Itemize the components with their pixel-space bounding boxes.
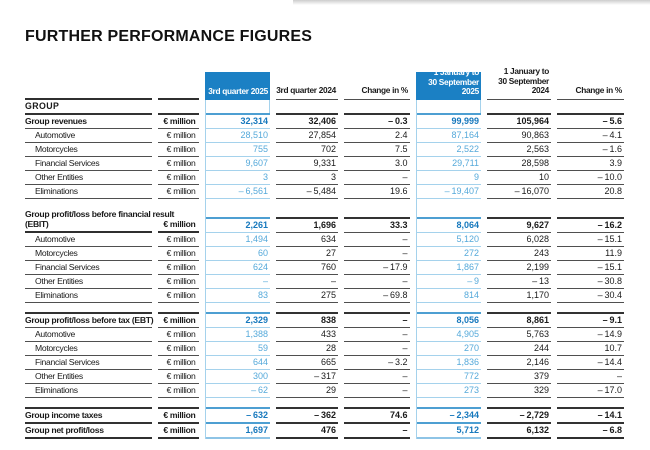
cell-value: 99,999 <box>416 113 487 129</box>
cell-value: 273 <box>416 384 487 398</box>
table-row-group-net-profit-loss <box>25 422 630 439</box>
header-unit-spacer <box>158 67 205 100</box>
spacer-cell <box>158 199 205 208</box>
cell-value: – 362 <box>276 407 344 422</box>
cell-value: – 4.1 <box>557 129 630 143</box>
cell-value: 28,598 <box>487 157 557 171</box>
row-unit: € million <box>158 328 205 342</box>
cell-value: 59 <box>205 342 276 356</box>
spacer-cell <box>158 303 205 312</box>
spacer-cell <box>276 199 344 208</box>
cell-value: 244 <box>487 342 557 356</box>
row-unit: € million <box>158 247 205 261</box>
cell-value: – <box>344 384 416 398</box>
cell-value: 6,132 <box>487 422 557 439</box>
cell-value: 1,867 <box>416 261 487 275</box>
cell-value: 3 <box>205 171 276 185</box>
table-row-automotive <box>25 129 630 143</box>
row-label: Financial Services <box>25 157 158 171</box>
row-unit: € million <box>158 143 205 157</box>
cell-value: 5,120 <box>416 233 487 247</box>
row-label: Eliminations <box>25 289 158 303</box>
row-label: Financial Services <box>25 261 158 275</box>
cell-value: – 2,344 <box>416 407 487 422</box>
cell-value: 3 <box>276 171 344 185</box>
cell-value: – <box>344 370 416 384</box>
row-label: Group income taxes <box>25 407 158 422</box>
table-header-row <box>25 67 630 100</box>
cell-value: 28 <box>276 342 344 356</box>
spacer-cell <box>416 303 487 312</box>
row-label: Group profit/loss before financial result (EBIT) <box>25 208 158 233</box>
header-3rd-quarter-2024: 3rd quarter 2024 <box>276 67 344 100</box>
table-row-eliminations <box>25 289 630 303</box>
cell-value: – 2,729 <box>487 407 557 422</box>
cell-value: 644 <box>205 356 276 370</box>
cell-value: – 6,561 <box>205 185 276 199</box>
cell-value: – 14.4 <box>557 356 630 370</box>
row-label: Automotive <box>25 129 158 143</box>
table-row-spacer <box>25 303 630 312</box>
cell-value: 9,627 <box>487 208 557 233</box>
cell-value: 20.8 <box>557 185 630 199</box>
cell-value: – <box>557 370 630 384</box>
cell-value: – 14.1 <box>557 407 630 422</box>
table-row-group-profit-loss-before-tax-ebt <box>25 312 630 328</box>
cell-value: – 15.1 <box>557 261 630 275</box>
cell-value: 1,696 <box>276 208 344 233</box>
cell-value: 5,763 <box>487 328 557 342</box>
header-3rd-quarter-2025 <box>205 67 276 100</box>
cell-value: – 17.0 <box>557 384 630 398</box>
table-row-other-entities <box>25 171 630 185</box>
header-change-9months: Change in % <box>557 67 630 100</box>
row-label: Automotive <box>25 233 158 247</box>
spacer-cell <box>557 303 630 312</box>
table-row-other-entities <box>25 275 630 289</box>
row-label: GROUP <box>25 100 60 111</box>
cell-value <box>487 100 557 113</box>
spacer-cell <box>344 199 416 208</box>
row-label: Other Entities <box>25 370 158 384</box>
cell-value: – <box>344 342 416 356</box>
cell-value: 3.0 <box>344 157 416 171</box>
cell-value: 10.7 <box>557 342 630 356</box>
header-9months-2024: 1 January to 30 September 2024 <box>487 67 557 100</box>
cell-value: 2,261 <box>205 208 276 233</box>
row-unit: € million <box>158 342 205 356</box>
cell-value: 433 <box>276 328 344 342</box>
table-row-group-profit-loss-before-financial-result <box>25 208 630 233</box>
row-unit: € million <box>158 407 205 422</box>
row-unit: € million <box>158 171 205 185</box>
table-row-group-revenues <box>25 113 630 129</box>
row-label: Motorcycles <box>25 342 158 356</box>
cell-value: 2,146 <box>487 356 557 370</box>
spacer-cell <box>25 303 158 312</box>
cell-value: 755 <box>205 143 276 157</box>
cell-value: – 3.2 <box>344 356 416 370</box>
cell-value: – 30.8 <box>557 275 630 289</box>
cell-value: – 5.6 <box>557 113 630 129</box>
row-label: Other Entities <box>25 275 158 289</box>
cell-value: 1,388 <box>205 328 276 342</box>
cell-value: 32,406 <box>276 113 344 129</box>
cell-value: – <box>344 233 416 247</box>
table-row-group-income-taxes <box>25 407 630 422</box>
cell-value: 702 <box>276 143 344 157</box>
cell-value: 275 <box>276 289 344 303</box>
table-row-automotive <box>25 233 630 247</box>
row-unit: € million <box>158 233 205 247</box>
spacer-cell <box>557 199 630 208</box>
spacer-cell <box>205 199 276 208</box>
row-unit: € million <box>158 356 205 370</box>
table-row-group <box>25 100 630 113</box>
cell-value: – <box>205 275 276 289</box>
cell-value: 9,331 <box>276 157 344 171</box>
row-unit: € million <box>158 370 205 384</box>
cell-value: 9,607 <box>205 157 276 171</box>
cell-value: 8,056 <box>416 312 487 328</box>
cell-value: 1,494 <box>205 233 276 247</box>
row-label: Group profit/loss before tax (EBT) <box>25 312 158 328</box>
cell-value <box>344 100 416 113</box>
row-unit: € million <box>158 208 205 233</box>
cell-value <box>416 100 487 113</box>
cell-value: 28,510 <box>205 129 276 143</box>
cell-value: 1,170 <box>487 289 557 303</box>
table-row-spacer <box>25 398 630 407</box>
cell-value: – <box>344 328 416 342</box>
cell-value: 772 <box>416 370 487 384</box>
header-9months-2025 <box>416 67 487 100</box>
table-row-financial-services <box>25 261 630 275</box>
cell-value: 2,329 <box>205 312 276 328</box>
cell-value: – <box>344 171 416 185</box>
cell-value: – 6.8 <box>557 422 630 439</box>
spacer-cell <box>487 303 557 312</box>
page-title: FURTHER PERFORMANCE FIGURES <box>25 28 313 45</box>
cell-value: 634 <box>276 233 344 247</box>
row-unit: € million <box>158 275 205 289</box>
table-row-spacer <box>25 199 630 208</box>
row-label: Motorcycles <box>25 247 158 261</box>
table-row-motorcycles <box>25 342 630 356</box>
cell-value: 4,905 <box>416 328 487 342</box>
cell-value: – <box>344 312 416 328</box>
cell-value: – 14.9 <box>557 328 630 342</box>
row-label: Automotive <box>25 328 158 342</box>
table-row-motorcycles <box>25 247 630 261</box>
table-row-motorcycles <box>25 143 630 157</box>
cell-value: – 69.8 <box>344 289 416 303</box>
spacer-cell <box>25 199 158 208</box>
table-row-automotive <box>25 328 630 342</box>
cell-value: 6,028 <box>487 233 557 247</box>
cell-value: 270 <box>416 342 487 356</box>
cell-value: – 17.9 <box>344 261 416 275</box>
cell-value: 814 <box>416 289 487 303</box>
cell-value <box>276 100 344 113</box>
cell-value: – 9 <box>416 275 487 289</box>
cell-value: 87,164 <box>416 129 487 143</box>
spacer-cell <box>205 398 276 407</box>
cell-value: 9 <box>416 171 487 185</box>
cell-value: 8,861 <box>487 312 557 328</box>
spacer-cell <box>276 303 344 312</box>
cell-value: 90,863 <box>487 129 557 143</box>
cell-value: 7.5 <box>344 143 416 157</box>
cell-value: 272 <box>416 247 487 261</box>
row-unit: € million <box>158 261 205 275</box>
cell-value: – <box>344 275 416 289</box>
cell-value: 29,711 <box>416 157 487 171</box>
row-label: Group revenues <box>25 113 158 129</box>
row-unit: € million <box>158 157 205 171</box>
highlight-header-box: 3rd quarter 2025 <box>205 72 270 100</box>
spacer-cell <box>276 398 344 407</box>
spacer-cell <box>205 303 276 312</box>
cell-value: – <box>276 275 344 289</box>
row-label: Other Entities <box>25 171 158 185</box>
cell-value: 11.9 <box>557 247 630 261</box>
row-unit: € million <box>158 312 205 328</box>
cell-value: – 0.3 <box>344 113 416 129</box>
cell-value: 5,712 <box>416 422 487 439</box>
cell-value <box>205 100 276 113</box>
cell-value: 27,854 <box>276 129 344 143</box>
cell-value: – <box>344 247 416 261</box>
cell-value: 838 <box>276 312 344 328</box>
row-unit: € million <box>158 422 205 439</box>
cell-value: 1,697 <box>205 422 276 439</box>
cell-value: 665 <box>276 356 344 370</box>
cell-value: 476 <box>276 422 344 439</box>
spacer-cell <box>344 303 416 312</box>
spacer-cell <box>158 398 205 407</box>
cell-value: 243 <box>487 247 557 261</box>
cell-value: – 19,407 <box>416 185 487 199</box>
row-unit: € million <box>158 113 205 129</box>
spacer-cell <box>487 398 557 407</box>
row-unit: € million <box>158 289 205 303</box>
table-row-eliminations <box>25 185 630 199</box>
cell-value: 19.6 <box>344 185 416 199</box>
cell-value: – 30.4 <box>557 289 630 303</box>
cell-value: – 317 <box>276 370 344 384</box>
cell-value: 2.4 <box>344 129 416 143</box>
cell-value: 33.3 <box>344 208 416 233</box>
cell-value: 60 <box>205 247 276 261</box>
spacer-cell <box>487 199 557 208</box>
spacer-cell <box>416 199 487 208</box>
cell-value: – 1.6 <box>557 143 630 157</box>
cell-value: 1,836 <box>416 356 487 370</box>
cell-value: 27 <box>276 247 344 261</box>
cell-value: – <box>344 422 416 439</box>
table-row-financial-services <box>25 356 630 370</box>
cell-value: – 9.1 <box>557 312 630 328</box>
row-label: Eliminations <box>25 384 158 398</box>
cell-value: – 5,484 <box>276 185 344 199</box>
row-label: Motorcycles <box>25 143 158 157</box>
cell-value: – 62 <box>205 384 276 398</box>
cell-value: 2,199 <box>487 261 557 275</box>
performance-table <box>25 67 630 439</box>
cell-value: 2,563 <box>487 143 557 157</box>
cell-value: 2,522 <box>416 143 487 157</box>
row-label: Financial Services <box>25 356 158 370</box>
cell-value: 3.9 <box>557 157 630 171</box>
cell-value: – 16,070 <box>487 185 557 199</box>
header-label-spacer <box>25 67 158 100</box>
cell-value: 32,314 <box>205 113 276 129</box>
cell-value: 10 <box>487 171 557 185</box>
spacer-cell <box>416 398 487 407</box>
row-unit: € million <box>158 384 205 398</box>
cell-value: 83 <box>205 289 276 303</box>
cell-value: 329 <box>487 384 557 398</box>
row-label: Group net profit/loss <box>25 422 158 439</box>
cell-value: – 10.0 <box>557 171 630 185</box>
table-row-financial-services <box>25 157 630 171</box>
cell-value: 300 <box>205 370 276 384</box>
cell-value: 105,964 <box>487 113 557 129</box>
row-unit: € million <box>158 129 205 143</box>
cell-value: – 13 <box>487 275 557 289</box>
cell-value: – 632 <box>205 407 276 422</box>
cell-value: 74.6 <box>344 407 416 422</box>
table-row-other-entities <box>25 370 630 384</box>
row-label: Eliminations <box>25 185 158 199</box>
table-row-eliminations <box>25 384 630 398</box>
cell-value: 29 <box>276 384 344 398</box>
spacer-cell <box>25 398 158 407</box>
cell-value: 8,064 <box>416 208 487 233</box>
row-unit: € million <box>158 185 205 199</box>
spacer-cell <box>557 398 630 407</box>
top-edge-shadow <box>293 0 650 5</box>
cell-value: 379 <box>487 370 557 384</box>
highlight-header-box: 1 January to 30 September 2025 <box>416 72 481 100</box>
cell-value: 760 <box>276 261 344 275</box>
spacer-cell <box>344 398 416 407</box>
row-unit <box>158 100 205 113</box>
cell-value: – 16.2 <box>557 208 630 233</box>
cell-value: 624 <box>205 261 276 275</box>
cell-value: – 15.1 <box>557 233 630 247</box>
cell-value <box>557 100 630 113</box>
header-change-quarter: Change in % <box>344 67 416 100</box>
